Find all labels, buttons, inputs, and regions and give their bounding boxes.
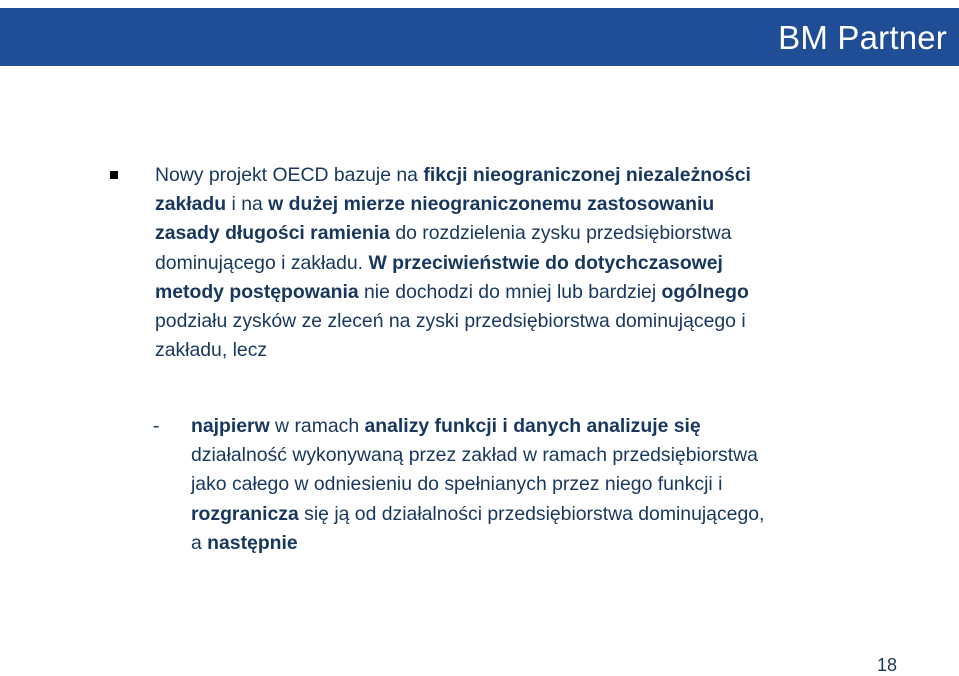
bold-text: zakładu [155, 193, 227, 216]
text-run: dominującego i zakładu. [155, 251, 369, 274]
text-line [191, 470, 906, 499]
bold-text: rozgranicza [191, 502, 299, 525]
sub-dash: - [153, 415, 160, 437]
bold-text: fikcji nieograniczonej niezależności [423, 164, 751, 186]
text-line [191, 529, 906, 558]
text-run: działalność wykonywaną przez zakład w ramach przedsiębiorstwa [191, 444, 758, 467]
text-line [155, 278, 895, 307]
text-run: zakładu, lecz [155, 339, 268, 362]
text-line [155, 219, 895, 248]
sub-paragraph [191, 412, 906, 558]
text-run: nie dochodzi do mniej lub bardziej [358, 280, 662, 303]
text-run: podziału zysków ze zleceń na zyski przedsiębiorstwa dominującego i [155, 310, 746, 333]
bold-text: najpierw [191, 415, 270, 437]
brand-title: BM Partner [778, 19, 947, 56]
bold-text: w dużej mierze nieograniczonemu zastosowaniu [268, 193, 715, 216]
text-run: do rozdzielenia zysku przedsiębiorstwa [389, 222, 732, 245]
text-line [155, 249, 895, 278]
bold-text: ogólnego [661, 280, 749, 303]
page-number: 18 [876, 655, 897, 675]
text-line [191, 441, 906, 470]
bold-text: zasady długości ramienia [155, 222, 390, 245]
bold-text: analizy funkcji i danych analizuje się [364, 415, 701, 437]
text-line [155, 161, 895, 190]
text-run: jako całego w odniesieniu do spełnianych przez niego funkcji i [191, 473, 723, 496]
text-line [191, 412, 906, 441]
text-line [155, 190, 895, 219]
text-line [155, 307, 895, 336]
text-run: a [191, 531, 208, 554]
text-line [155, 336, 895, 365]
main-paragraph [155, 161, 895, 365]
text-run: Nowy projekt OECD bazuje na [155, 164, 424, 186]
text-run: się ją od działalności przedsiębiorstwa dominującego, [298, 502, 765, 525]
bold-text: metody postępowania [155, 280, 359, 303]
text-run: w ramach [269, 415, 365, 437]
text-line [191, 500, 906, 529]
square-bullet-icon [110, 171, 118, 179]
bold-text: następnie [207, 531, 298, 554]
text-run: i na [226, 193, 269, 216]
bold-text: W przeciwieństwie do dotychczasowej [368, 251, 723, 274]
